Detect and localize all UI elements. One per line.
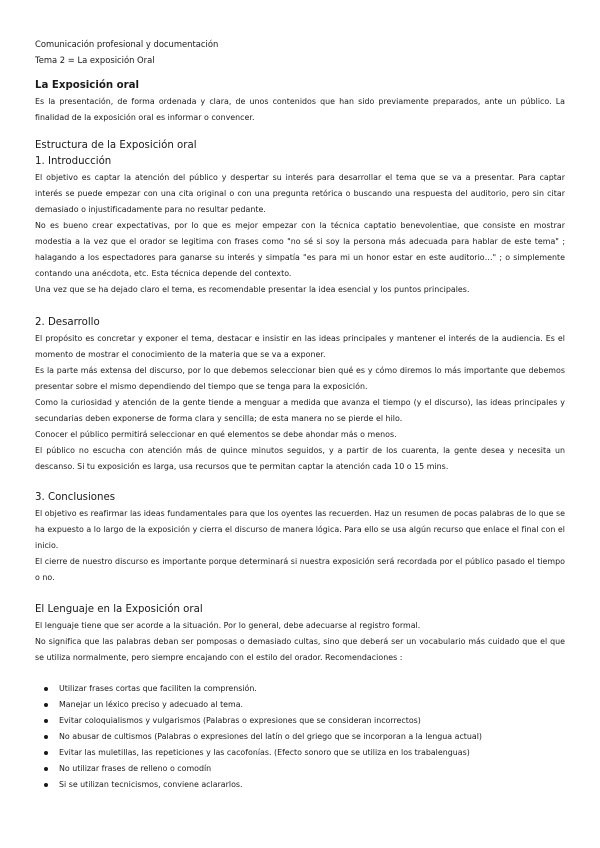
conclusiones-paragraph: El objetivo es reafirmar las ideas fundamentales para que los oyentes las recuerden. Haz un resumen de pocas palabras de lo que se ha expuesto a lo largo de la exposición y cierra el discurso de manera lógica. Para ello se usa algún recurso que enlace el final con el inicio. xyxy=(35,509,565,550)
introduccion-paragraph: Una vez que se ha dejado claro el tema, es recomendable presentar la idea esencial y los puntos principales. xyxy=(35,285,470,294)
conclusiones-paragraph: El cierre de nuestro discurso es importante porque determinará si nuestra exposición será recordada por el público pasado el tiempo o no. xyxy=(35,557,565,582)
desarrollo-paragraph: Como la curiosidad y atención de la gente tiende a menguar a medida que avanza el tiempo (y el discurso), las ideas principales y secundarias deben exponerse de forma clara y sencilla; de esta manera no se pierde el hilo. xyxy=(35,398,565,423)
lenguaje-paragraph: El lenguaje tiene que ser acorde a la situación. Por lo general, debe adecuarse al registro formal. xyxy=(35,621,421,630)
desarrollo-paragraph: Es la parte más extensa del discurso, por lo que debemos seleccionar bien qué es y cómo diremos lo más importante que debemos presentar sobre el mismo dependiendo del tiempo que se tenga para la exposición. xyxy=(35,366,565,391)
estructura-heading: Estructura de la Exposición oral xyxy=(35,140,197,151)
recommendations-list xyxy=(35,681,565,793)
introduccion-heading: 1. Introducción xyxy=(35,156,112,167)
bullet-icon xyxy=(44,735,48,739)
bullet-icon xyxy=(44,719,48,723)
document-header xyxy=(35,36,218,68)
introduccion-paragraph: El objetivo es captar la atención del público y despertar su interés para desarrollar el tema que se va a presentar. Para captar interés se puede empezar con una cita original o con una pregunta retórica o buscando una respuesta del auditorio, pero sin citar demasiado o injustificadamente para no resultar pedante. xyxy=(35,173,565,214)
list-item-text: Evitar las muletillas, las repeticiones y las cacofonías. (Efecto sonoro que se utiliza en los trabalenguas) xyxy=(59,748,470,757)
list-item-text: Evitar coloquialismos y vulgarismos (Palabras o expresiones que se consideran incorrectos) xyxy=(59,716,421,725)
conclusiones-heading: 3. Conclusiones xyxy=(35,492,116,503)
list-item-text: Si se utilizan tecnicismos, conviene aclararlos. xyxy=(59,780,243,789)
desarrollo-section xyxy=(35,315,565,475)
list-item-text: Utilizar frases cortas que faciliten la comprensión. xyxy=(59,684,257,693)
desarrollo-paragraph: Conocer el público permitirá seleccionar en qué elementos se debe ahondar más o menos. xyxy=(35,430,397,439)
list-item-text: No abusar de cultismos (Palabras o expresiones del latín o del griego que se incorporan a la lengua actual) xyxy=(59,732,482,741)
bullet-icon xyxy=(44,751,48,755)
list-item xyxy=(35,745,565,761)
desarrollo-paragraph: El público no escucha con atención más de quince minutos seguidos, y a partir de los cuarenta, la gente desea y necesita un descanso. Si tu exposición es larga, usa recursos que te permitan captar la atención cada 10 o 15 mins. xyxy=(35,446,565,471)
desarrollo-heading: 2. Desarrollo xyxy=(35,317,100,328)
list-item xyxy=(35,697,565,713)
list-item-text: Manejar un léxico preciso y adecuado al tema. xyxy=(59,700,244,709)
intro-paragraph: Es la presentación, de forma ordenada y clara, de unos contenidos que han sido previamente preparados, ante un público. La finalidad de la exposición oral es informar o convencer. xyxy=(35,97,565,122)
lenguaje-paragraph: No significa que las palabras deban ser pomposas o demasiado cultas, sino que deberá ser un vocabulario más cuidado que el que se utiliza normalmente, pero siempre encajando con el estilo del orador. Recomendaciones : xyxy=(35,637,565,662)
list-item xyxy=(35,761,565,777)
course-title: Comunicación profesional y documentación xyxy=(35,39,219,49)
lenguaje-section xyxy=(35,602,565,666)
list-item xyxy=(35,713,565,729)
bullet-icon xyxy=(44,767,48,771)
list-item xyxy=(35,729,565,745)
introduccion-paragraph: No es bueno crear expectativas, por lo que es mejor empezar con la técnica captatio benevolentiae, que consiste en mostrar modestia a la vez que el orador se legitima con frases como "no sé si soy la persona más adecuada para hablar de este tema" ; halagando a los espectadores para ganarse su interés y simpatía "es para mi un honor estar en este auditorio…" ; o simplemente contando una anécdota, etc. Esta técnica depende del contexto. xyxy=(35,221,565,278)
list-item xyxy=(35,777,565,793)
bullet-icon xyxy=(44,687,48,691)
list-item-text: No utilizar frases de relleno o comodín xyxy=(59,764,212,773)
intro-heading: La Exposición oral xyxy=(35,80,140,91)
conclusiones-section xyxy=(35,490,565,586)
desarrollo-paragraph: El propósito es concretar y exponer el tema, destacar e insistir en las ideas principales y mantener el interés de la audiencia. Es el momento de mostrar el conocimiento de la materia que se va a exponer. xyxy=(35,334,565,359)
estructura-section xyxy=(35,138,565,298)
intro-section xyxy=(35,78,565,126)
list-item xyxy=(35,681,565,697)
bullet-icon xyxy=(44,783,48,787)
bullet-icon xyxy=(44,703,48,707)
lenguaje-heading: El Lenguaje en la Exposición oral xyxy=(35,604,203,615)
topic-title: Tema 2 = La exposición Oral xyxy=(35,55,155,65)
